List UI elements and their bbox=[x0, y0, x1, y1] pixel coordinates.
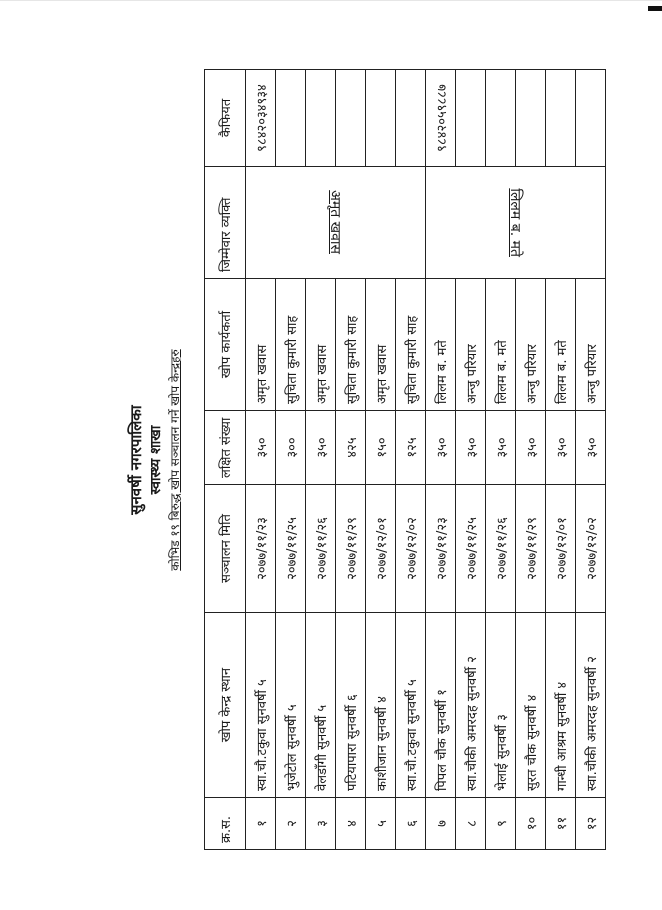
cell-worker: अमृत खवास bbox=[366, 279, 396, 411]
col-header-worker: खोप कार्यकर्ता bbox=[205, 279, 246, 411]
cell-date: २०७७/११/२५ bbox=[276, 485, 306, 613]
cell-worker: अन्जु परियार bbox=[516, 279, 546, 411]
cell-remarks bbox=[336, 70, 366, 167]
municipality-title: सुनवर्षी नगरपालिका bbox=[127, 405, 145, 515]
cell-date: २०७७/१२/०१ bbox=[546, 485, 576, 613]
cell-place: स्वा.चौकी अमरदह सुनवर्षी २ bbox=[576, 613, 606, 798]
cell-remarks bbox=[276, 70, 306, 167]
section-title: स्वास्थ्य शाखा bbox=[148, 425, 164, 495]
cell-date: २०७७/११/२९ bbox=[336, 485, 366, 613]
cell-target: ३५० bbox=[546, 411, 576, 485]
col-header-remarks: कैफियत bbox=[205, 70, 246, 167]
cell-target: ३५० bbox=[426, 411, 456, 485]
cell-worker: सुचिता कुमारी साह bbox=[276, 279, 306, 411]
cell-place: भेलाई सुनवर्षी ३ bbox=[486, 613, 516, 798]
cell-remarks bbox=[306, 70, 336, 167]
cell-worker: अमृत खवास bbox=[306, 279, 336, 411]
cell-place: स्वा.चौ.टकुवा सुनवर्षी ५ bbox=[396, 613, 426, 798]
cell-remarks: ९८४२०५९८८७ bbox=[426, 70, 456, 167]
cell-target: ३०० bbox=[276, 411, 306, 485]
cell-sn: ४ bbox=[336, 798, 366, 850]
document-header bbox=[124, 70, 199, 850]
cell-worker: अन्जु परियार bbox=[576, 279, 606, 411]
cell-target: १२५ bbox=[396, 411, 426, 485]
vaccination-schedule-table bbox=[204, 69, 606, 850]
cell-target: ३५० bbox=[576, 411, 606, 485]
cell-place: सुरत चौक सुनवर्षी ४ bbox=[516, 613, 546, 798]
cell-place: भुजेटोल सुनवर्षी ५ bbox=[276, 613, 306, 798]
cell-place: गान्धी आश्रम सुनवर्षी ४ bbox=[546, 613, 576, 798]
cell-remarks bbox=[486, 70, 516, 167]
cell-date: २०७७/११/२३ bbox=[426, 485, 456, 613]
cell-remarks: ९८४२०३४९३४ bbox=[246, 70, 276, 167]
cell-place: काशीजान सुनवर्षी ४ bbox=[366, 613, 396, 798]
table-row bbox=[246, 70, 276, 850]
cell-worker: सुचिता कुमारी साह bbox=[396, 279, 426, 411]
cell-place: पिपल चौक सुनवर्षी १ bbox=[426, 613, 456, 798]
cell-sn: १२ bbox=[576, 798, 606, 850]
table-row bbox=[426, 70, 456, 850]
cell-sn: ३ bbox=[306, 798, 336, 850]
col-header-target: लक्षित संख्या bbox=[205, 411, 246, 485]
cell-sn: २ bbox=[276, 798, 306, 850]
cell-worker: सुचिता कुमारी साह bbox=[336, 279, 366, 411]
cell-target: १५० bbox=[366, 411, 396, 485]
cell-date: २०७७/१२/०२ bbox=[396, 485, 426, 613]
cell-place: वेलडाँगी सुनवर्षी ५ bbox=[306, 613, 336, 798]
cell-worker: लिलम ब. मते bbox=[486, 279, 516, 411]
cell-worker: लिलम ब. मते bbox=[546, 279, 576, 411]
cell-place: पटियापारा सुनवर्षी ६ bbox=[336, 613, 366, 798]
cell-date: २०७७/११/२६ bbox=[306, 485, 336, 613]
cell-remarks bbox=[366, 70, 396, 167]
cell-date: २०७७/११/२९ bbox=[516, 485, 546, 613]
col-header-sn: क्र.स. bbox=[205, 798, 246, 850]
cell-target: ४२५ bbox=[336, 411, 366, 485]
cell-target: ३५० bbox=[456, 411, 486, 485]
cell-target: ३५० bbox=[246, 411, 276, 485]
cell-remarks bbox=[456, 70, 486, 167]
cell-date: २०७७/१२/०२ bbox=[576, 485, 606, 613]
cell-worker: अन्जु परियार bbox=[456, 279, 486, 411]
document-subtitle: कोभिड १९ बिरुद्ध खोप सञ्चालन गर्ने खोप केन्द्रहरु bbox=[168, 349, 182, 571]
cell-worker: अमृत खवास bbox=[246, 279, 276, 411]
cell-worker: लिलम ब. मते bbox=[426, 279, 456, 411]
cell-place: स्वा.चौकी अमरदह सुनवर्षी २ bbox=[456, 613, 486, 798]
cell-sn: ६ bbox=[396, 798, 426, 850]
cell-date: २०७७/१२/०१ bbox=[366, 485, 396, 613]
rotated-document bbox=[124, 70, 600, 850]
cell-responsible-group-1 bbox=[246, 167, 426, 279]
cell-place: स्वा.चौ.टकुवा सुनवर्षी ५ bbox=[246, 613, 276, 798]
cell-remarks bbox=[396, 70, 426, 167]
cell-date: २०७७/११/२५ bbox=[456, 485, 486, 613]
responsible-person-2: लिलम ब. मते bbox=[507, 188, 523, 257]
col-header-responsible: जिम्मेवार व्यक्ति bbox=[205, 167, 246, 279]
responsible-person-1: अमृत खवास bbox=[327, 190, 343, 255]
cell-target: ३५० bbox=[306, 411, 336, 485]
cell-responsible-group-2 bbox=[426, 167, 606, 279]
cell-remarks bbox=[516, 70, 546, 167]
table-header-row bbox=[205, 70, 246, 850]
cell-sn: ५ bbox=[366, 798, 396, 850]
cell-sn: १० bbox=[516, 798, 546, 850]
cell-remarks bbox=[576, 70, 606, 167]
cell-date: २०७७/११/२६ bbox=[486, 485, 516, 613]
cell-target: ३५० bbox=[516, 411, 546, 485]
cell-target: ३५० bbox=[486, 411, 516, 485]
cell-sn: ९ bbox=[486, 798, 516, 850]
cell-sn: ११ bbox=[546, 798, 576, 850]
cell-sn: ७ bbox=[426, 798, 456, 850]
col-header-date: सञ्चालन मिति bbox=[205, 485, 246, 613]
cell-sn: १ bbox=[246, 798, 276, 850]
cell-sn: ८ bbox=[456, 798, 486, 850]
cell-remarks bbox=[546, 70, 576, 167]
col-header-place: खोप केन्द्र स्थान bbox=[205, 613, 246, 798]
cell-date: २०७७/११/२३ bbox=[246, 485, 276, 613]
scan-corner-mark bbox=[648, 6, 662, 11]
